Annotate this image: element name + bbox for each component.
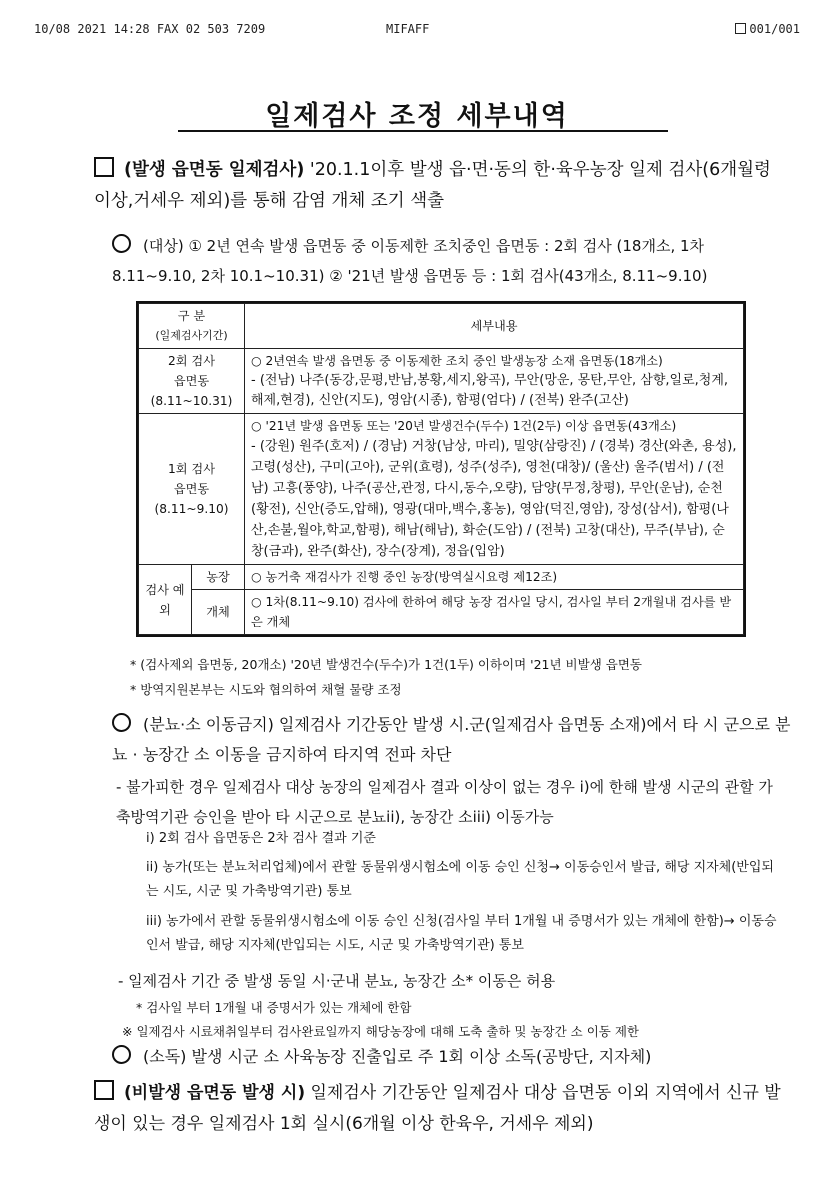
row2-category [139, 414, 245, 565]
schedule-table [138, 303, 744, 635]
circle-bullet-icon [112, 713, 131, 732]
section2-heading-bold: (비발생 읍면동 발생 시) [124, 1083, 306, 1103]
section2-heading-text: 일제검사 기간동안 일제검사 대상 읍면동 이외 지역에서 신규 발생이 있는 경우 일제검사 1회 실시(6개월 이상 한육우, 거세우 제외) [94, 1083, 781, 1134]
exempt-category: 검사 예외 [139, 565, 192, 635]
checkbox-square-icon [94, 1080, 114, 1100]
row2-detail [245, 414, 744, 565]
row1-label: 2회 검사 [168, 354, 215, 368]
page-box-icon [735, 23, 746, 34]
row1-label2: 읍면동 [173, 374, 210, 388]
row2-label2: 읍면동 [173, 482, 210, 496]
exempt-farm-label: 농장 [192, 565, 245, 590]
checkbox-square-icon [94, 157, 114, 177]
movement-exception: - 불가피한 경우 일제검사 대상 농장의 일제검사 결과 이상이 없는 경우 i)에 한해 발생 시군의 관할 가축방역기관 승인을 받아 타 시군으로 분뇨ii), 농장간 소iii) 이동가능 [116, 778, 773, 826]
row2-line2: - (강원) 원주(호저) / (경남) 거창(남상, 마리), 밀양(삼랑진) / (경북) 경산(와촌, 용성), 고령(성산), 구미(고아), 군위(효령), 성주(성주), 영천(대창)/ (울산) 울주(범서) / (전남) 고흥(풍양), 나주(공산,관정, 다시,동수,오량), 담양(무정,창평), 무안(운남), 순천(황전), 신안(증도,압해), 영광(대마,백수,홍농), 영암(덕진,영암), 장성(삼서), 함평(나산,손불,월야,학교,함평), 해남(해남), 화순(도암) / (전북) 고창(대산), 무주(부남), 순창(금과), 완주(화산), 장수(장계), 정읍(입암) [251, 439, 737, 559]
footnote-iii: iii) 농가에서 관할 동물위생시험소에 이동 승인 신청(검사일 부터 1개월 내 증명서가 있는 개체에 한함)→ 이동승인서 발급, 해당 지자체(반입되는 시도, 시군 및 가축방역기관) 통보 [146, 914, 777, 953]
fax-header-right [735, 22, 800, 36]
row1-detail [245, 349, 744, 414]
header-category-sub: (일제검사기간) [155, 329, 228, 342]
fax-header-center: MIFAFF [386, 22, 430, 36]
circle-bullet-icon [112, 234, 131, 253]
fax-page-number: 001/001 [749, 22, 800, 36]
circle-bullet-icon [112, 1045, 131, 1064]
note-allocation: * 방역지원본부는 시도와 협의하여 채혈 물량 조정 [130, 682, 402, 697]
row1-period: (8.11~10.31) [150, 394, 233, 408]
row1-category [139, 349, 245, 414]
target-paragraph [112, 231, 792, 291]
header-category [139, 304, 245, 349]
footnote-i: i) 2회 검사 읍면동은 2차 검사 결과 기준 [146, 831, 376, 846]
row2-label: 1회 검사 [168, 462, 215, 476]
row2-line1: ○ '21년 발생 읍면동 또는 '20년 발생건수(두수) 1건(2두) 이상 읍면동(43개소) [251, 419, 677, 433]
section1-heading-text: '20.1.1이후 발생 읍·면·동의 한·육우농장 일제 검사(6개월령 이상,거세우 제외)를 통해 감염 개체 조기 색출 [94, 160, 771, 211]
note-excluded: * (검사제외 읍면동, 20개소) '20년 발생건수(두수)가 1건(1두) 이하이며 '21년 비발생 읍면동 [130, 657, 642, 672]
fax-header-left: 10/08 2021 14:28 FAX 02 503 7209 [34, 22, 266, 36]
exempt-farm-text: ○ 농거축 재검사가 진행 중인 농장(방역실시요령 제12조) [245, 565, 744, 590]
disinfect-text: (소독) 발생 시군 소 사육농장 진출입로 주 1회 이상 소독(공방단, 지자체) [143, 1047, 652, 1066]
within-movement-note: * 검사일 부터 1개월 내 증명서가 있는 개체에 한함 [136, 1000, 412, 1015]
section1-heading-bold: (발생 읍면동 일제검사) [124, 160, 305, 180]
footnote-ii: ii) 농가(또는 분뇨처리업체)에서 관할 동물위생시험소에 이동 승인 신청→ 이동승인서 발급, 해당 지자체(반입되는 시도, 시군 및 가축방역기관) 통보 [146, 860, 774, 899]
exempt-animal-label: 개체 [192, 590, 245, 635]
within-movement: - 일제검사 기간 중 발생 동일 시·군내 분뇨, 농장간 소* 이동은 허용 [118, 972, 556, 990]
page-title: 일제검사 조정 세부내역 [265, 101, 569, 132]
title-underline [178, 130, 668, 132]
exempt-animal-text: ○ 1차(8.11~9.10) 검사에 한하여 해당 농장 검사일 당시, 검사일 부터 2개월내 검사를 받은 개체 [245, 590, 744, 635]
movement-text: (분뇨·소 이동금지) 일제검사 기간동안 발생 시.군(일제검사 읍면동 소재)에서 타 시 군으로 분뇨 · 농장간 소 이동을 금지하여 타지역 전파 차단 [112, 715, 791, 764]
section1-paragraph [94, 155, 784, 217]
row1-line1: ○ 2년연속 발생 읍면동 중 이동제한 조치 중인 발생농장 소재 읍면동(18개소) [251, 354, 663, 368]
header-detail: 세부내용 [245, 304, 744, 349]
row2-period: (8.11~9.10) [154, 502, 229, 516]
disinfect-paragraph [112, 1042, 792, 1072]
section2-paragraph [94, 1078, 784, 1140]
row1-line2: - (전남) 나주(동강,문평,반남,봉황,세지,왕곡), 무안(망운, 몽탄,무안, 삼향,일로,청계,해제,현경), 신안(지도), 영암(시종), 함평(엄다) / (전북) 완주(고산) [251, 373, 729, 408]
movement-paragraph [112, 710, 792, 770]
fax-header [34, 22, 800, 38]
header-category-label: 구 분 [177, 309, 206, 323]
sample-restriction-note: ※ 일제검사 시료채취일부터 검사완료일까지 해당농장에 대해 도축 출하 및 농장간 소 이동 제한 [122, 1024, 640, 1039]
target-text: (대상) ① 2년 연속 발생 읍면동 중 이동제한 조치중인 읍면동 : 2회 검사 (18개소, 1차 8.11~9.10, 2차 10.1~10.31) ② '21년 발생 읍면동 등 : 1회 검사(43개소, 8.11~9.10) [112, 237, 708, 285]
